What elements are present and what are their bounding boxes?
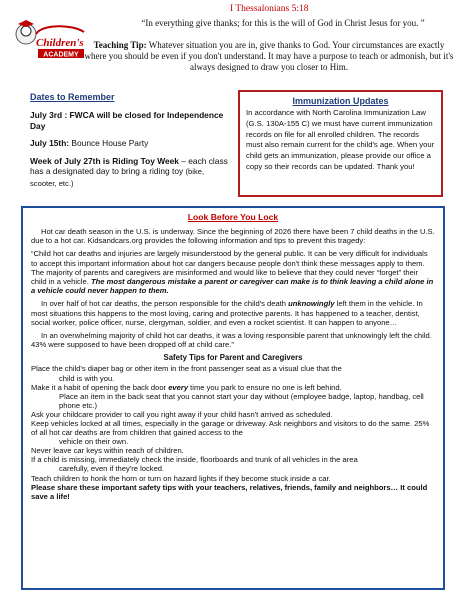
- date-item-date: July 3rd :: [30, 110, 68, 120]
- dates-title: Dates to Remember: [30, 92, 115, 102]
- lock-title: Look Before You Lock: [187, 212, 279, 222]
- closing-message: Please share these important safety tips with your teachers, relatives, friends, family and neighbors… It could save a life!: [31, 482, 428, 501]
- tip-item: [31, 455, 435, 473]
- tip-text: Keep vehicles locked at all times, especially in the garage or driveway. Ask neighbors and visitors to do the same. 25% of all hot car deaths are from children that gained access to the: [31, 419, 430, 438]
- date-item-text: – each class has a designated day to bring a riding toy: [30, 155, 228, 176]
- logo-text-bottom: ACADEMY: [43, 51, 79, 59]
- lock-emphasis: unknowingly: [288, 299, 335, 309]
- lock-paragraph: [31, 249, 435, 295]
- lock-paragraph: In an overwhelming majority of child hot car deaths, it was a loving responsible parent that unknowingly left the child. 43% were supposed to have been dropped off at child care.”: [31, 331, 432, 350]
- teaching-tip-label: Teaching Tip:: [93, 40, 147, 50]
- lock-text: left them in the vehicle. In most situations this happens to the most loving, caring and protective parents. It has happened to a teacher, dentist, social worker, police officer, nurse, clergyman, soldier, and even a rocket scientist. It can happen to anyone…: [31, 299, 423, 327]
- verse-text: “In everything give thanks; for this is the will of God in Christ Jesus for you. ”: [141, 18, 425, 28]
- lock-quote-emphasis: The most dangerous mistake a parent or caregiver can make is to think leaving a child alone in a vehicle could never happen to them.: [31, 277, 434, 296]
- date-item: [30, 138, 230, 149]
- lock-quote-text: “Child hot car deaths and injuries are largely misunderstood by the general public. It can be very difficult for individuals to accept this important information about hot car dangers because people don't think these messages apply to them. The majority of parents and caregivers are misinformed and would like to believe that they could never “forget” their child in a vehicle.: [31, 249, 428, 287]
- immunization-title: Immunization Updates: [292, 96, 389, 106]
- date-item-date: Week of July 27th is Riding Toy Week: [30, 155, 179, 166]
- immunization-body: In accordance with North Carolina Immunization Law (G.S. 130A-155 C) we must have current immunization records on file for all enrolled children. The records must also remain current for the child's age. When your child gets an immunization, please provide our office a copy so their records can be updated. Thank you!: [246, 108, 435, 171]
- tip-text: carefully, even if they're locked.: [59, 464, 165, 474]
- date-item-date: July 15th:: [30, 138, 70, 148]
- tip-text: Place the child's diaper bag or other item in the front passenger seat as a visual clue that the: [31, 364, 342, 374]
- tip-text: vehicle on their own.: [59, 437, 129, 447]
- tip-text: Teach children to honk the horn or turn on hazard lights if they become stuck inside a car.: [31, 473, 331, 483]
- date-item-note: (bike, scooter, etc.): [30, 167, 205, 188]
- immunization-updates-box: [238, 90, 443, 197]
- tip-emphasis: every: [168, 382, 189, 392]
- verse-reference: I Thessalonians 5:18: [230, 4, 309, 14]
- date-item: [30, 156, 230, 190]
- date-item-text: FWCA will be closed for Independence Day: [30, 110, 224, 131]
- look-before-you-lock-box: [21, 206, 445, 590]
- tip-item: [31, 446, 435, 455]
- newsletter-header: [0, 0, 463, 88]
- tip-item: [31, 383, 435, 410]
- tip-text: time you park to ensure no one is left behind.: [188, 382, 342, 392]
- childrens-academy-logo: [12, 14, 88, 66]
- tip-item: [31, 410, 435, 419]
- tip-text: If a child is missing, immediately check the inside, floorboards and trunk of all vehicles in the area: [31, 455, 358, 465]
- tip-text: Place an item in the back seat that you cannot start your day without (employee badge, laptop, handbag, cell phone etc.): [59, 391, 424, 410]
- logo-text-top: Children's: [36, 37, 84, 49]
- tip-text: Never leave car keys within reach of children.: [31, 446, 184, 456]
- tip-item: [31, 364, 435, 382]
- safety-tips-list: [31, 364, 435, 482]
- teaching-tip-text: Whatever situation you are in, give thanks to God. Your circumstances are exactly where you should be even if you don't understand. It may have a purpose to teach or admonish, but it's always designed to draw you closer to Him.: [84, 40, 454, 72]
- lock-paragraph: Hot car death season in the U.S. is underway. Since the beginning of 2026 there have been 7 child deaths in the U.S. due to a hot car. Kidsandcars.org provides the following information and tips to prevent this tragedy:: [31, 227, 435, 246]
- date-item-text: Bounce House Party: [69, 138, 149, 148]
- tip-text: Ask your childcare provider to call you right away if your child hasn't arrived as scheduled.: [31, 409, 333, 419]
- dates-to-remember: [30, 92, 230, 196]
- tip-text: child is with you.: [59, 373, 115, 383]
- tip-item: [31, 419, 435, 446]
- date-item: [30, 110, 230, 131]
- lock-text: In over half of hot car deaths, the person responsible for the child's death: [41, 299, 289, 309]
- lock-paragraph: [31, 299, 435, 327]
- tips-title: Safety Tips for Parent and Caregivers: [163, 353, 303, 363]
- tip-text: Make it a habit of opening the back door: [31, 382, 169, 392]
- tip-item: [31, 474, 435, 483]
- teaching-tip: [84, 40, 454, 73]
